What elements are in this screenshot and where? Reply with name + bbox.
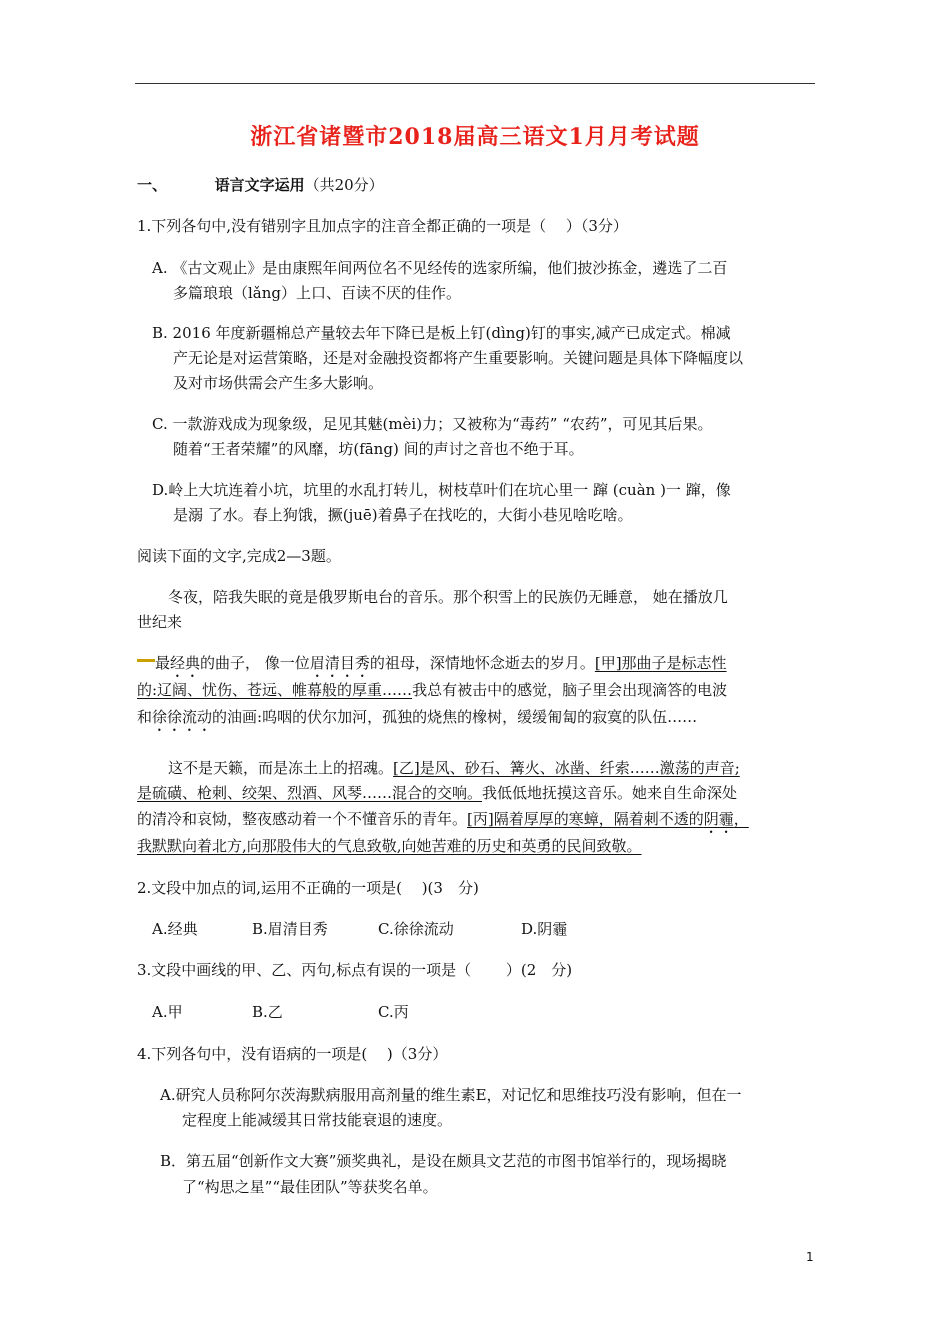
passage-p3-cont2: 的清冷和哀恸，整夜感动着一个不懂音乐的青年。[丙]隔着厚厚的寒蟑，隔着刺不透的阴霾， [137, 810, 749, 828]
q2-option-d: D.阴霾 [521, 920, 568, 938]
q4-option-b: B．第五届“创新作文大赛”颁奖典礼，是设在颇具文艺范的市图书馆举行的，现场揭晓 [160, 1152, 727, 1170]
header-rule [135, 83, 815, 84]
underlined-sentence-bing-cont: 我默默向着北方,向那股伟大的气息致敬,向她苦难的历史和英勇的民间致敬。 [137, 837, 642, 855]
reading-intro: 阅读下面的文字,完成2—3题。 [137, 547, 341, 565]
section-score: （共20分） [304, 176, 384, 194]
passage-p3: 这不是天籁，而是冻土上的招魂。[乙]是风、砂石、篝火、冰凿、纤索……激荡的声音; [168, 759, 740, 777]
dotted-word-meiqingmuxiu: 眉清目秀 [309, 654, 370, 672]
section-title: 语言文字运用 [214, 176, 305, 194]
passage-p2-cont2: 和徐徐流动的油画:呜咽的伏尔加河，孤独的烧焦的橡树，缓缓匍匐的寂寞的队伍…… [137, 708, 698, 726]
q2-stem: 2.文段中加点的词,运用不正确的一项是( )(3 分) [137, 879, 479, 897]
q1-option-c: C. 一款游戏成为现象级，足见其魅(mèi)力；又被称为“毒药” “农药”，可见其后果。 [152, 415, 713, 433]
passage-p3-cont: 是硫磺、枪刺、绞架、烈酒、风琴……混合的交响。我低低地抚摸这音乐。她来自生命深处 [137, 784, 738, 802]
underlined-sentence-bing: [丙]隔着厚厚的寒蟑，隔着刺不透的 [467, 810, 704, 828]
dotted-word-xuxuliudong: 徐徐流动 [152, 708, 213, 726]
underlined-sentence-yi-cont: 是硫磺、枪刺、绞架、烈酒、风琴……混合的交响。 [137, 784, 483, 802]
q4-option-b-cont: 了“构思之星”“最佳团队”等获奖名单。 [182, 1178, 438, 1196]
q2-options [152, 918, 567, 940]
q1-option-d-cont: 是溺 了水。春上狗饿，撅(juē)着鼻子在找吃的，大街小巷见啥吃啥。 [173, 506, 633, 524]
q3-option-b: B.乙 [252, 1003, 283, 1021]
passage-p3-cont3 [137, 835, 642, 857]
q2-option-c: C.徐徐流动 [378, 920, 454, 938]
q2-option-a: A.经典 [152, 920, 198, 938]
underlined-sentence-yi: [乙]是风、砂石、篝火、冰凿、纤索……激荡的声音; [393, 759, 740, 777]
q1-option-b: B. 2016 年度新疆棉总产量较去年下降已是板上钉(dìng)钉的事实,减产已成定式。棉减 [152, 324, 731, 342]
q4-option-a-cont: 定程度上能减缓其日常技能衰退的速度。 [182, 1111, 453, 1129]
q1-option-c-cont: 随着“王者荣耀”的风靡，坊(fāng) 间的声讨之音也不绝于耳。 [173, 440, 584, 458]
q4-option-a: A.研究人员称阿尔茨海默病服用高剂量的维生素E，对记忆和思维技巧没有影响，但在一 [160, 1086, 742, 1104]
passage-p2-cont: 的:辽阔、忧伤、苍远、帷幕般的厚重……我总有被击中的感觉，脑子里会出现滴答的电波 [137, 681, 728, 699]
page-title: 浙江省诸暨市2018届高三语文1月月考试题 [250, 124, 700, 150]
q1-option-a: A. 《古文观止》是由康熙年间两位名不见经传的选家所编，他们披沙拣金，遴选了二百 [152, 259, 728, 277]
q3-option-c: C.丙 [378, 1003, 409, 1021]
q3-option-a: A.甲 [152, 1003, 183, 1021]
q2-option-b: B.眉清目秀 [252, 920, 328, 938]
section-heading [137, 174, 384, 196]
q1-option-b-cont2: 及对市场供需会产生多大影响。 [173, 374, 384, 392]
q3-options [152, 1001, 409, 1023]
underlined-sentence-jia-cont: 的:辽阔、忧伤、苍远、帷幕般的厚重…… [137, 681, 413, 699]
dotted-word-yinmai: 阴霾 [703, 810, 734, 828]
q1-stem: 1.下列各句中,没有错别字且加点字的注音全都正确的一项是（ ）（3分） [137, 217, 628, 235]
section-number: 一、 [137, 176, 168, 194]
q1-option-a-cont: 多篇琅琅（lǎng）上口、百读不厌的佳作。 [173, 284, 462, 302]
passage-p1: 冬夜，陪我失眠的竟是俄罗斯电台的音乐。那个积雪上的民族仍无睡意， 她在播放几 [168, 588, 728, 606]
q1-option-b-cont: 产无论是对运营策略，还是对金融投资都将产生重要影响。关键问题是具体下降幅度以 [173, 349, 744, 367]
q4-stem: 4.下列各句中，没有语病的一项是( )（3分） [137, 1045, 448, 1063]
page-number: 1 [806, 1250, 814, 1264]
passage-p1-cont: 世纪来 [137, 613, 183, 631]
q1-option-d: D.岭上大坑连着小坑，坑里的水乱打转儿，树枝草叶们在坑心里一 蹿 (cuàn )一 蹿，像 [152, 481, 731, 499]
dotted-word-jingdian: 经典 [170, 654, 201, 672]
highlight-mark [137, 659, 155, 662]
passage-p2: 最经典的曲子， 像一位眉清目秀的祖母，深情地怀念逝去的岁月。[甲]那曲子是标志性 [155, 654, 727, 672]
q3-stem: 3.文段中画线的甲、乙、丙句,标点有误的一项是（ ）(2 分) [137, 961, 573, 979]
underlined-sentence-jia: [甲]那曲子是标志性 [594, 654, 727, 672]
